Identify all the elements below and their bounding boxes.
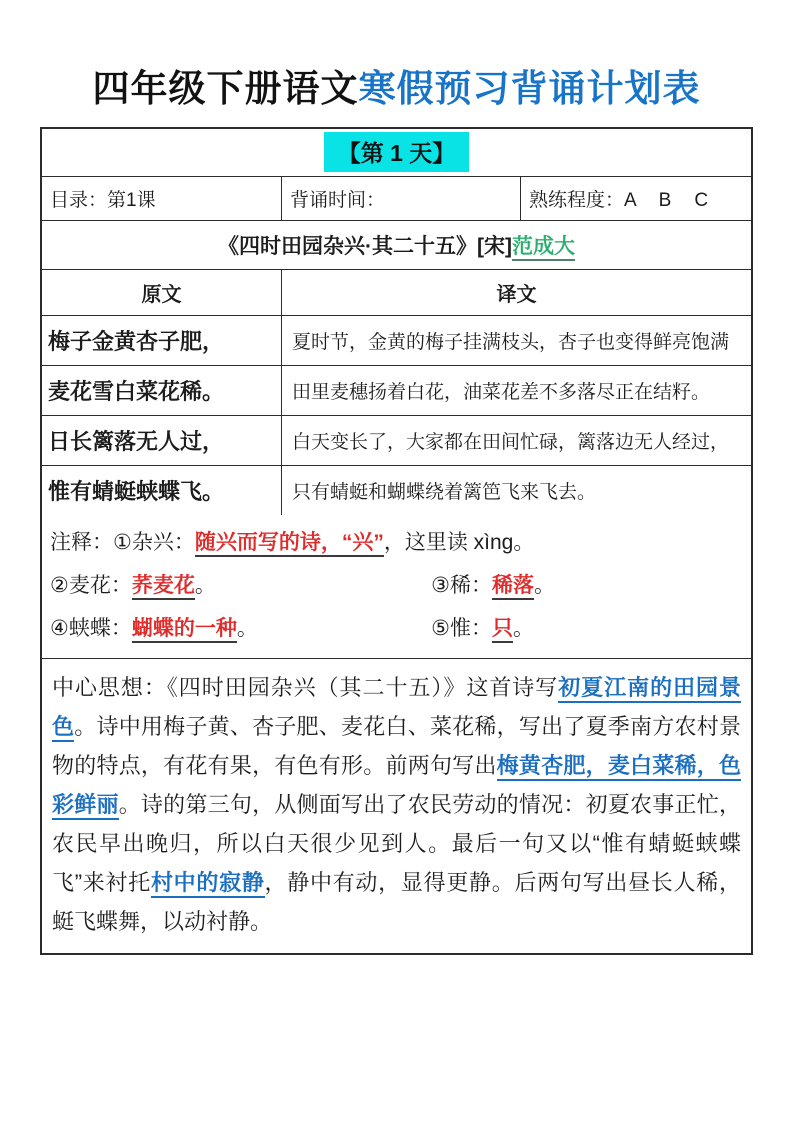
poem-original-cell: 日长篱落无人过， [42,416,282,465]
text-segment-plain: 注释：①杂兴： [50,531,195,554]
poem-original-cell: 惟有蜻蜓蛱蝶飞。 [42,466,282,515]
text-segment-plain: ④蛱蝶： [50,617,132,640]
proficiency-label: 熟练程度： [529,190,625,211]
note-line-3 [50,607,743,650]
text-segment-plain: 。 [533,574,555,597]
poem-translation-cell: 只有蜻蜓和蝴蝶绕着篱笆飞来飞去。 [292,482,597,503]
poem-line-row [42,316,751,366]
note-4-jiadie [50,607,431,650]
poem-original-cell: 麦花雪白菜花稀。 [42,366,282,415]
recite-time-cell: 背诵时间： [282,177,521,220]
text-segment-plain: ⑤惟： [431,617,492,640]
note-line-1 [50,521,743,564]
text-segment-red: 只 [492,617,513,643]
proficiency-cell [521,177,751,220]
text-segment-plain: ②麦花： [50,574,132,597]
poem-line-row [42,366,751,416]
note-line-2 [50,564,743,607]
text-segment-plain: 。诗的第三句，从侧面写出了农民劳动的情况：初夏农事正忙，农民早出晚归，所以白天很少见到人。最后一句又以“惟有蜻蜓蛱蝶飞”来衬托 [52,792,741,895]
text-segment-plain: ，静中有动，显得更静。后两句写出昼长人稀，蜓飞蝶舞，以动衬静。 [52,870,741,934]
text-segment-red: 随兴而写的诗，“兴” [195,531,384,557]
columns-header-row [42,270,751,316]
page-title [0,58,793,112]
meta-row [42,177,751,221]
text-segment-red: 荞麦花 [132,574,195,600]
text-segment-plain: 《四时田园杂兴·其二十五》[宋] [218,235,512,258]
text-segment-plain: ，这里读 xìng。 [383,531,535,554]
text-segment-plain: 。诗中用梅子黄、杏子肥、麦花白、菜花稀，写出了夏季南方农村景物的特点，有花有果，有色有形。前两句写出 [52,714,741,778]
poem-line-row [42,466,751,515]
poem-rows-container [42,316,751,515]
day-badge: 【第 1 天】 [324,132,470,172]
poem-line-row [42,416,751,466]
note-3-xi [431,564,743,607]
catalog-cell: 目录：第1课 [42,177,282,220]
page-title-grade-part: 四年级下册语文 [92,68,359,109]
text-segment-red: 稀落 [492,574,534,600]
text-segment-plain: 。 [236,617,258,640]
poem-title-row [42,221,751,270]
poem-original-cell: 梅子金黄杏子肥， [42,316,282,365]
original-column-header: 原文 [42,270,282,315]
text-segment-plain: ③稀： [431,574,492,597]
text-segment-plain: 中心思想：《四时田园杂兴（其二十五）》这首诗写 [52,675,559,700]
translation-column-header: 译文 [496,284,537,306]
notes-section [42,515,751,659]
text-segment-plain: 。 [194,574,216,597]
note-5-wei [431,607,743,650]
text-segment-red: 蝴蝶的一种 [132,617,237,643]
note-2-maihua [50,564,431,607]
text-segment-blue: 村中的寂静 [151,870,265,898]
central-idea-section [42,659,751,953]
text-segment-blue: 梅黄杏肥，麦白菜稀，色彩鲜丽 [52,753,741,820]
day-header-row [42,129,751,177]
poem-translation-cell: 田里麦穗扬着白花，油菜花差不多落尽正在结籽。 [292,382,711,403]
poem-translation-cell: 夏时节，金黄的梅子挂满枝头，杏子也变得鲜亮饱满 [292,332,730,353]
text-segment-blue: 初夏江南的田园景色 [52,675,741,742]
proficiency-options: A B C [624,190,711,211]
day1-schedule-table [40,127,753,955]
text-segment-green: 范成大 [512,235,575,261]
text-segment-plain: 。 [512,617,534,640]
poem-translation-cell: 白天变长了，大家都在田间忙碌，篱落边无人经过， [292,432,730,453]
page-title-plan-part: 寒假预习背诵计划表 [358,68,701,109]
